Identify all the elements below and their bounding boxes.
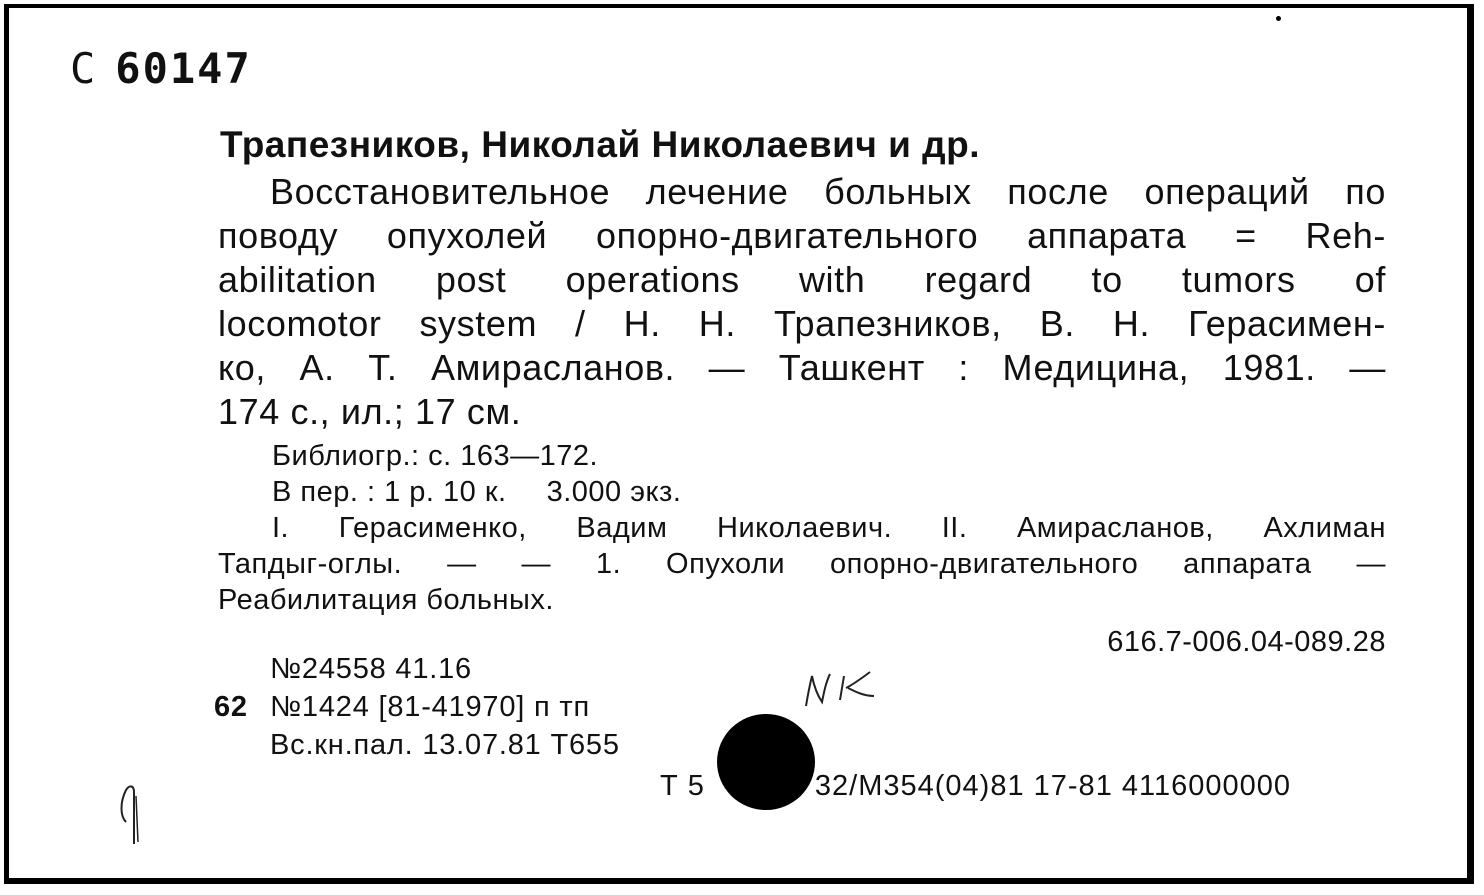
bibliographic-description bbox=[218, 170, 1386, 434]
registration-line bbox=[214, 688, 620, 726]
description-line: поводу опухолей опорно-двигательного аппарата = Reh- bbox=[218, 215, 1386, 256]
registration-line bbox=[214, 650, 620, 688]
description-line: ко, А. Т. Амирасланов. — Ташкент : Медицина, 1981. — bbox=[218, 347, 1386, 388]
call-number-value: 60147 bbox=[115, 44, 252, 93]
call-number bbox=[70, 44, 252, 93]
bottom-code-right: 32/М354(04)81 17-81 4116000000 bbox=[814, 770, 1292, 802]
bottom-code-left: Т 5 bbox=[660, 770, 705, 802]
description-line: 174 с., ил.; 17 см. bbox=[218, 391, 522, 432]
call-number-prefix: С bbox=[70, 44, 98, 93]
price-value: В пер. : 1 р. 10 к. bbox=[272, 476, 507, 508]
tracing-line: Реабилитация больных. bbox=[218, 584, 554, 616]
registration-prefix: 62 bbox=[214, 691, 248, 723]
registration-line-2: №1424 [81-41970] п тп bbox=[270, 691, 590, 723]
description-line: locomotor system / Н. Н. Трапезников, В. Н. Герасимен- bbox=[218, 303, 1386, 344]
speck-mark bbox=[1276, 16, 1281, 21]
tracing-line: Тапдыг-оглы. — — 1. Опухоли опорно-двигательного аппарата — bbox=[218, 548, 1386, 580]
handwritten-mark-icon bbox=[112, 778, 148, 848]
registration-line bbox=[214, 726, 620, 764]
punch-hole bbox=[717, 714, 815, 810]
tracing-line: I. Герасименко, Вадим Николаевич. II. Амирасланов, Ахлиман bbox=[272, 512, 1386, 544]
registration-line-3: Вс.кн.пал. 13.07.81 Т655 bbox=[270, 729, 620, 761]
author-heading: Трапезников, Николай Николаевич и др. bbox=[220, 124, 980, 165]
handwritten-initials-icon bbox=[800, 666, 880, 712]
description-line: Восстановительное лечение больных после операций по bbox=[270, 171, 1386, 212]
price-note bbox=[218, 474, 1386, 510]
description-line: abilitation post operations with regard to tumors of bbox=[218, 259, 1386, 300]
bibliography-note: Библиогр.: с. 163—172. bbox=[272, 440, 599, 472]
udc-number: 616.7-006.04-089.28 bbox=[1107, 626, 1386, 658]
registration-block bbox=[214, 650, 620, 764]
notes-section bbox=[218, 438, 1386, 618]
registration-line-1: №24558 41.16 bbox=[270, 653, 472, 685]
copies-value: 3.000 экз. bbox=[546, 476, 682, 508]
